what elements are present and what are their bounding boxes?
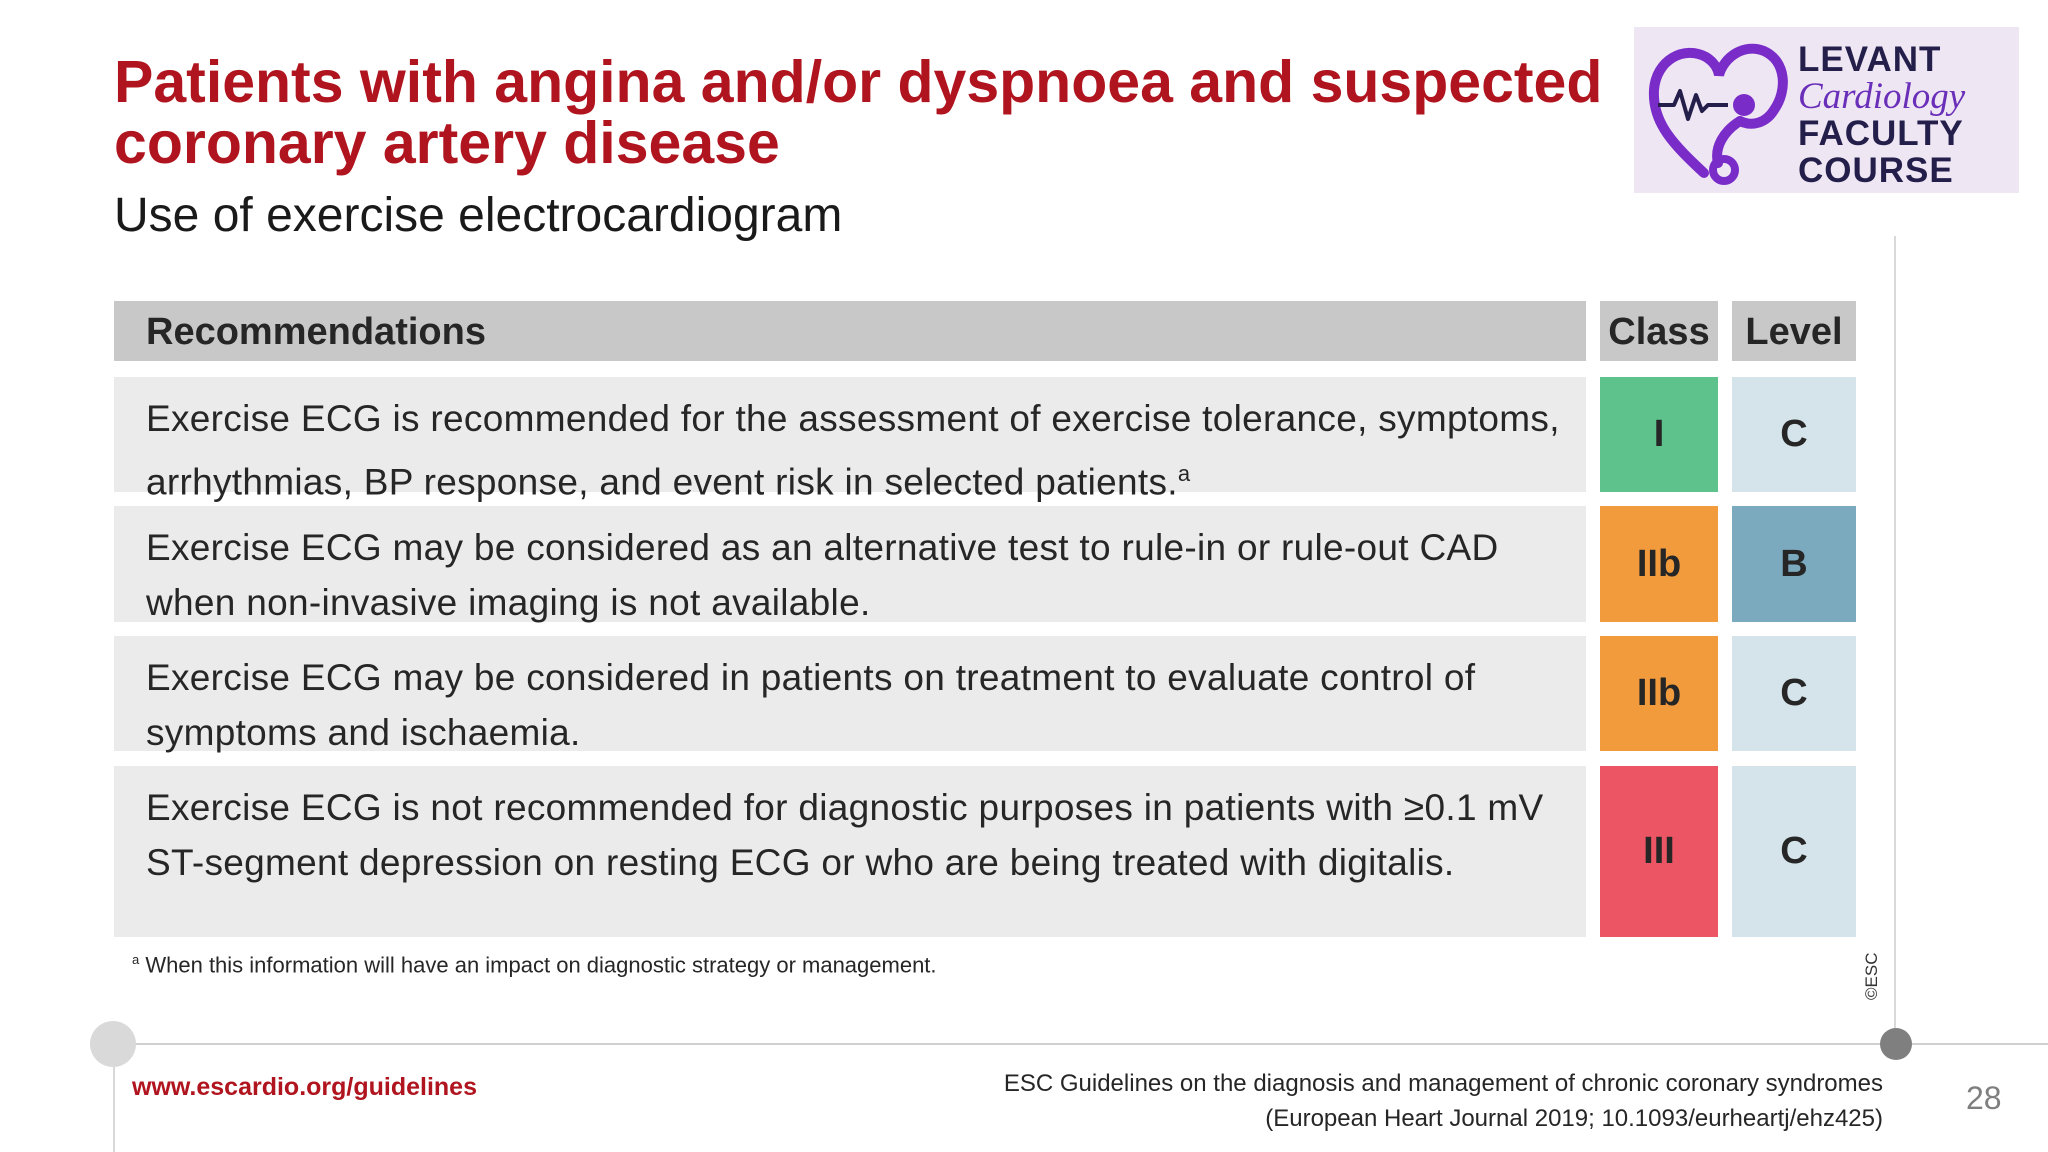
recommendation-text: Exercise ECG is recommended for the assessment of exercise tolerance, symptoms, arrhythmias, BP response, and event risk in selected patients. — [146, 398, 1560, 503]
footer-left-dot — [90, 1021, 136, 1067]
header-class-label: Class — [1608, 311, 1710, 353]
footnote-text: When this information will have an impact on diagnostic strategy or management. — [145, 952, 937, 978]
guideline-citation — [880, 1066, 1883, 1136]
header-recommendations-label: Recommendations — [146, 311, 486, 353]
heart-stethoscope-icon — [1644, 35, 1794, 185]
class-cell-2: IIb — [1600, 506, 1718, 622]
recommendation-text: Exercise ECG may be considered in patients on treatment to evaluate control of symptoms and ischaemia. — [146, 657, 1476, 753]
footer-left-line — [113, 1066, 115, 1152]
course-logo — [1634, 27, 2019, 193]
footnote-marker: a — [1177, 461, 1191, 486]
logo-line-3: FACULTY — [1798, 114, 1964, 153]
class-cell-3: IIb — [1600, 636, 1718, 751]
level-cell-4: C — [1732, 766, 1856, 937]
logo-wordmark — [1798, 41, 1965, 189]
slide-title: Patients with angina and/or dyspnoea and suspected coronary artery disease — [114, 49, 1603, 176]
table-header-recommendations — [114, 301, 1586, 361]
level-cell-3: C — [1732, 636, 1856, 751]
recommendation-row-3 — [114, 636, 1586, 751]
footnote-marker: a — [132, 952, 140, 967]
guidelines-link[interactable]: www.escardio.org/guidelines — [132, 1073, 477, 1101]
recommendation-row-1 — [114, 377, 1586, 503]
citation-line-2: (European Heart Journal 2019; 10.1093/eurheartj/ehz425) — [1265, 1105, 1883, 1132]
table-footnote — [132, 952, 937, 978]
level-cell-2: B — [1732, 506, 1856, 622]
class-cell-4: III — [1600, 766, 1718, 937]
recommendation-text: Exercise ECG may be considered as an alternative test to rule-in or rule-out CAD when non-invasive imaging is not available. — [146, 527, 1499, 623]
table-header-level — [1732, 301, 1856, 361]
class-cell-1: I — [1600, 377, 1718, 492]
slide-subtitle: Use of exercise electrocardiogram — [114, 189, 843, 242]
recommendation-row-2 — [114, 506, 1586, 622]
level-cell-1: C — [1732, 377, 1856, 492]
esc-copyright: ©ESC — [1862, 952, 1881, 1000]
logo-line-2: Cardiology — [1798, 76, 1966, 117]
header-level-label: Level — [1745, 311, 1843, 353]
right-divider — [1894, 236, 1896, 1042]
table-header-class — [1600, 301, 1718, 361]
footer-divider — [112, 1043, 2048, 1045]
logo-line-4: COURSE — [1798, 151, 1954, 190]
footer-right-dot — [1880, 1028, 1912, 1060]
recommendation-row-4 — [114, 766, 1586, 937]
logo-line-1: LEVANT — [1798, 40, 1942, 79]
citation-line-1: ESC Guidelines on the diagnosis and management of chronic coronary syndromes — [1003, 1070, 1883, 1097]
recommendation-text: Exercise ECG is not recommended for diagnostic purposes in patients with ≥0.1 mV ST-segment depression on resting ECG or who are being treated with digitalis. — [146, 787, 1544, 883]
page-number: 28 — [1966, 1080, 2002, 1116]
